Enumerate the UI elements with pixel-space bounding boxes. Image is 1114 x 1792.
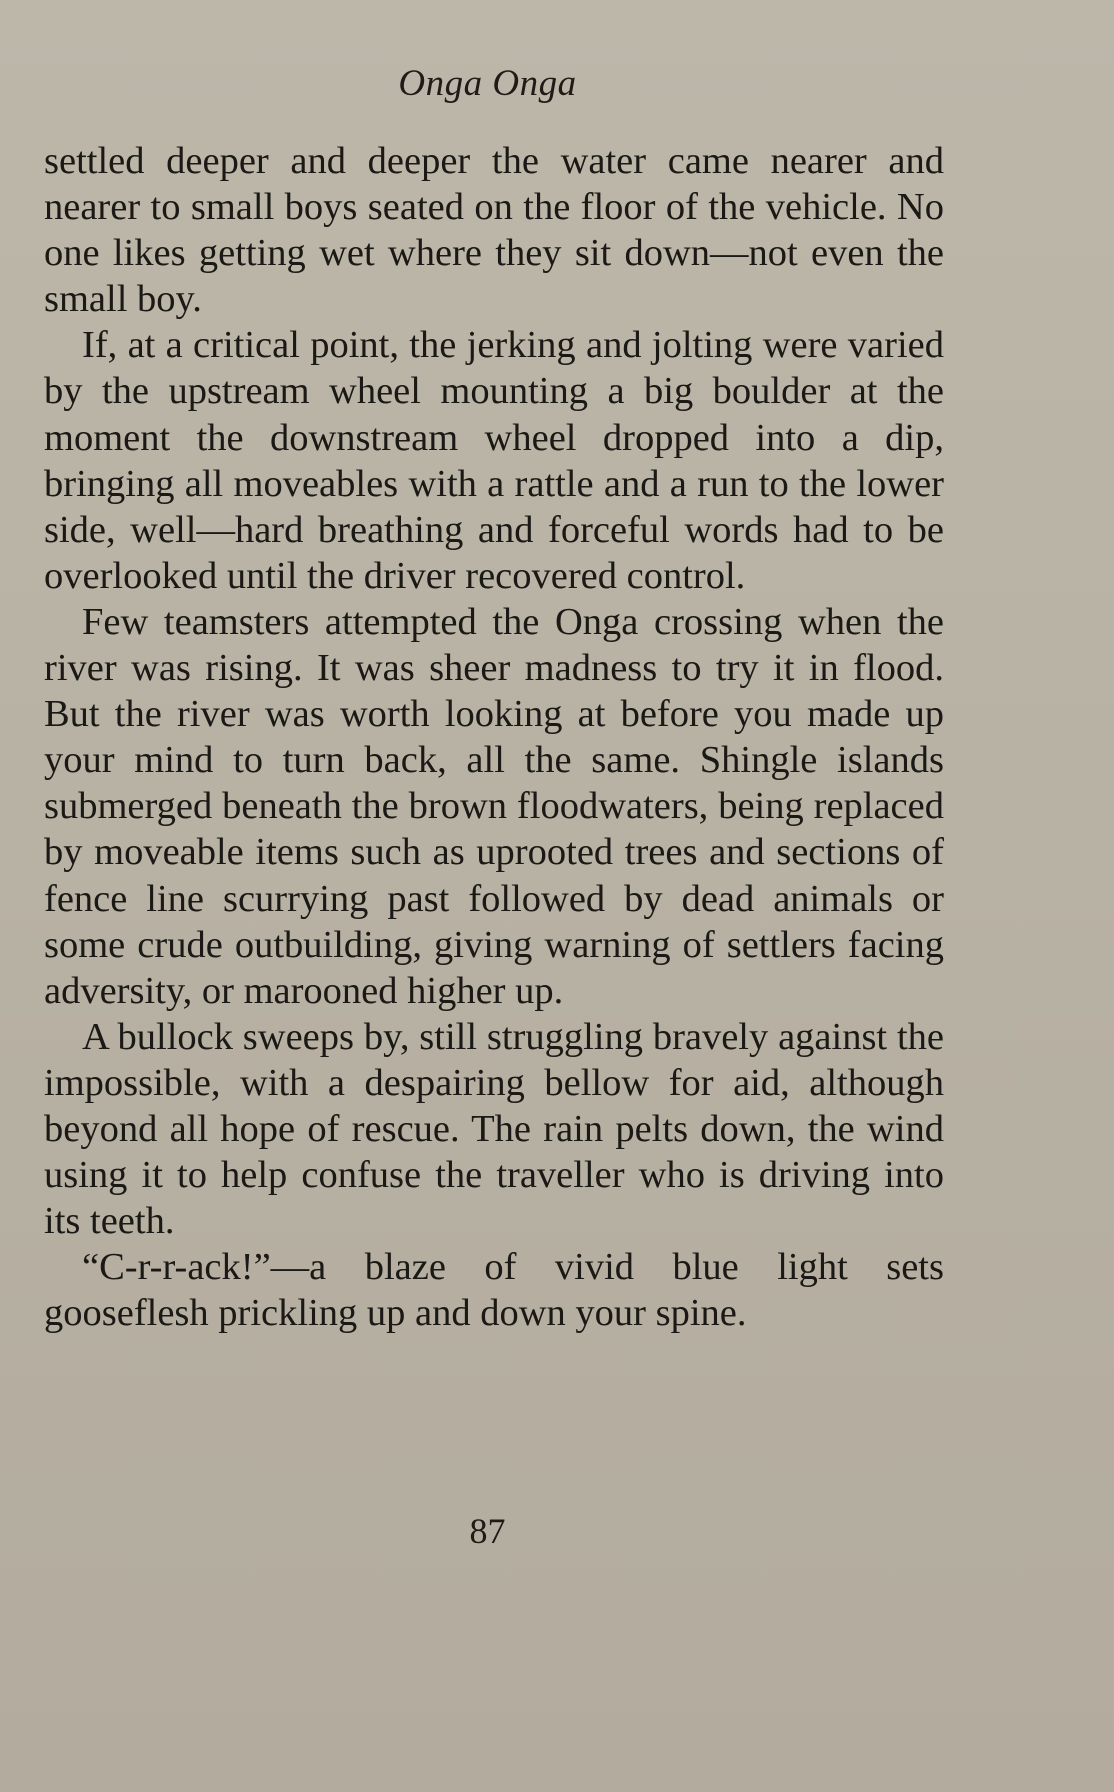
paragraph-1: settled deeper and deeper the water came nearer and nearer to small boys seated on the floor of the vehicle. No one likes getting wet where they sit down—not even the small boy. [44,140,944,321]
running-head: Onga Onga [398,63,577,104]
paragraph-3: Few teamsters attempted the Onga crossing when the river was rising. It was sheer madness to try it in flood. But the river was worth looking at before you made up your mind to turn back, all the same. Shingle islands submerged beneath the brown floodwaters, being replaced by moveable items such as uprooted trees and sections of fence line scurrying past followed by dead animals or some crude outbuilding, giving warning of settlers facing adversity, or marooned higher up. [44,600,944,1012]
paragraph-4: A bullock sweeps by, still struggling bravely against the impossible, with a despairing bellow for aid, although beyond all hope of rescue. The rain pelts down, the wind using it to help confuse the traveller who is driving into its teeth. [44,1015,944,1243]
paragraph-2: If, at a critical point, the jerking and jolting were varied by the upstream wheel mounting a big boulder at the moment the downstream wheel dropped into a dip, bringing all moveables with a rattle and a run to the lower side, well—hard breathing and forceful words had to be overlooked until the driver recovered control. [44,324,944,597]
page-number: 87 [469,1511,506,1551]
paragraph-5: “C-r-r-ack!”—a blaze of vivid blue light sets gooseflesh prickling up and down your spine. [44,1246,944,1335]
body-text [44,138,944,1336]
